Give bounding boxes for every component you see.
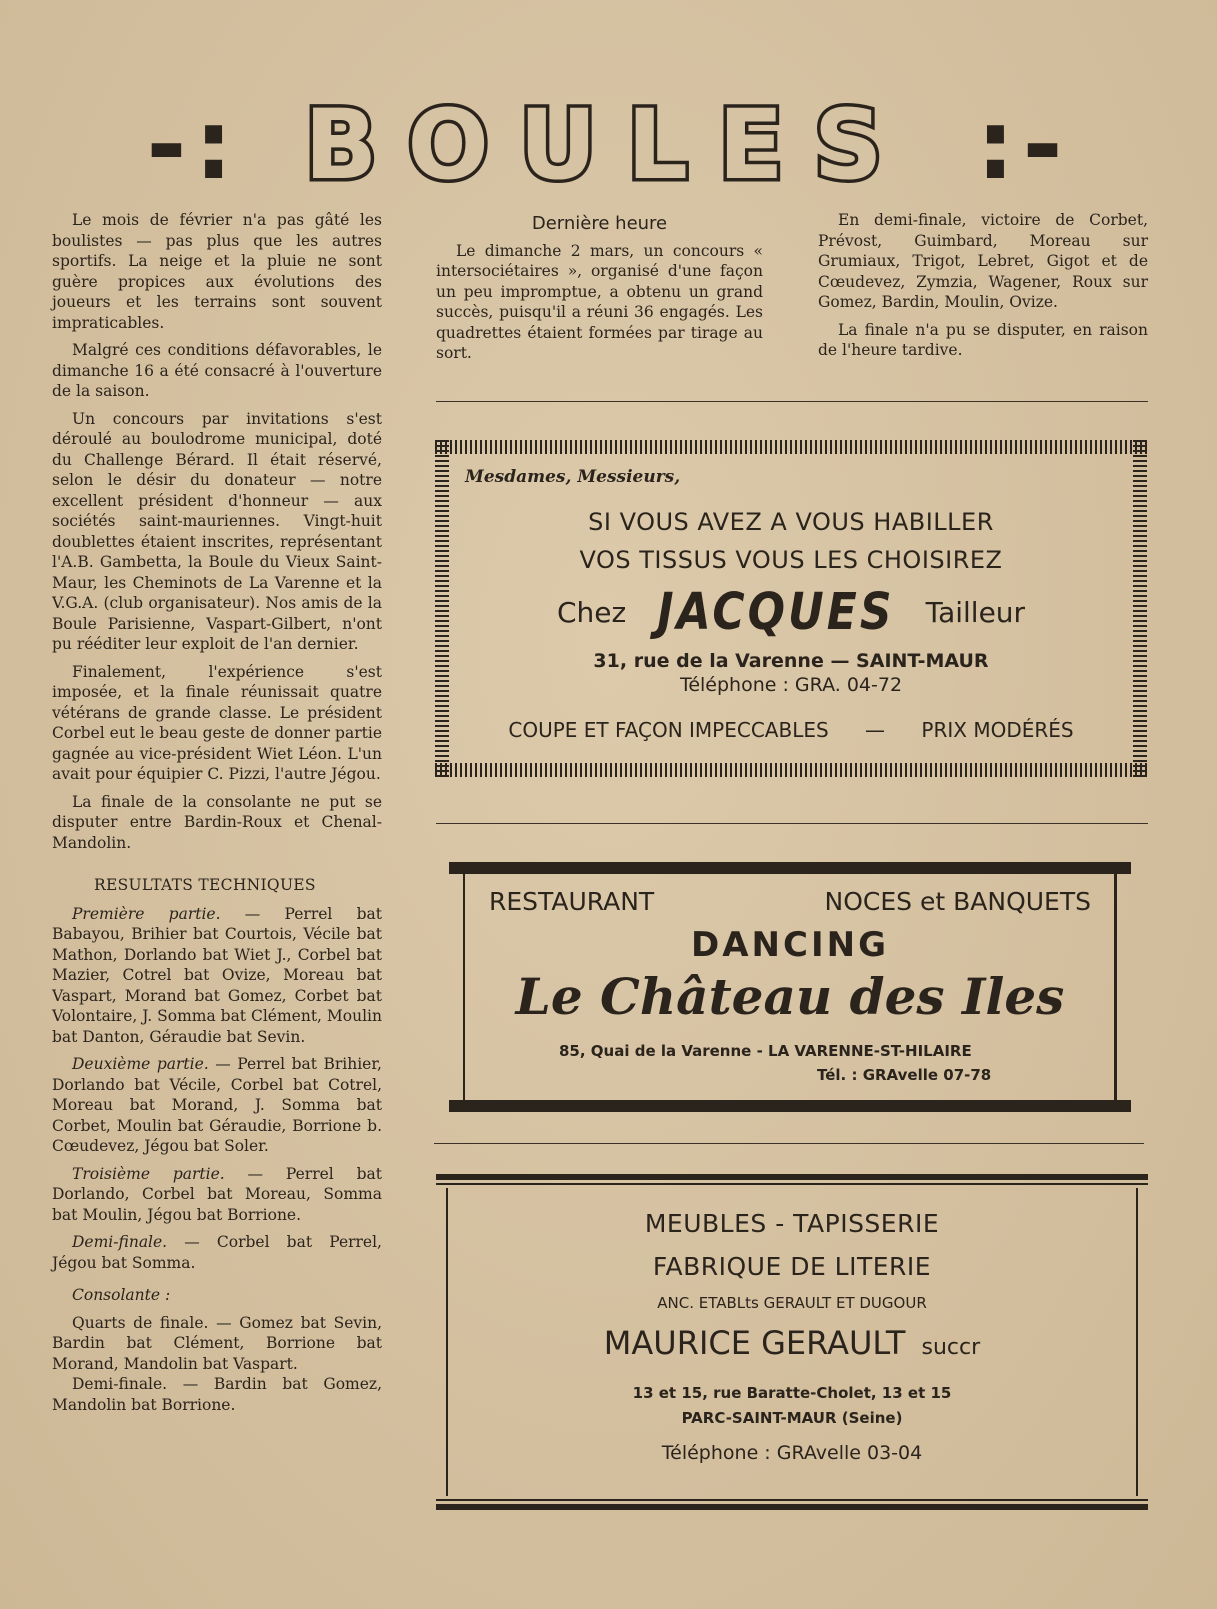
ad-meubles-gerault (436, 1174, 1148, 1510)
border-band (449, 1100, 1131, 1112)
ad-line: SI VOUS AVEZ A VOUS HABILLER (588, 508, 994, 536)
result-text: — Corbel bat Perrel, Jégou bat Somma. (52, 1233, 382, 1272)
result-text: — Perrel bat Dorlando, Corbel bat Moreau, Somma bat Moulin, Jégou bat Borrione. (52, 1164, 382, 1224)
divider (436, 401, 1148, 402)
ad-phone: Téléphone : GRA. 04-72 (679, 674, 903, 696)
result-label: Première partie. (72, 904, 221, 923)
ad-address: 31, rue de la Varenne — SAINT-MAUR (593, 650, 989, 672)
article-column-1 (52, 210, 382, 1422)
page-title (0, 89, 1217, 201)
ad-owner-succ: succr (921, 1335, 981, 1360)
divider (436, 823, 1148, 824)
paragraph: Malgré ces conditions défavorables, le dimanche 16 a été consacré à l'ouverture de la saison. (52, 341, 382, 400)
ad-brand-name: JACQUES (657, 583, 895, 642)
ad-line: ANC. ETABLts GERAULT ET DUGOUR (657, 1294, 927, 1312)
consolante-paragraph: Quarts de finale. — Gomez bat Sevin, Bardin bat Clément, Borrione bat Morand, Mandolin bat Vaspart. (52, 1313, 382, 1373)
consolante-label: Consolante : (72, 1286, 171, 1304)
border-band (436, 1499, 1148, 1501)
article-column-2 (436, 214, 763, 371)
ad-address: 13 et 15, rue Baratte-Cholet, 13 et 15 (632, 1384, 952, 1402)
paragraph: La finale n'a pu se disputer, en raison de l'heure tardive. (818, 320, 1148, 359)
border-band (449, 862, 1131, 874)
ad-address: 85, Quai de la Varenne - LA VARENNE-ST-HILAIRE (559, 1042, 972, 1060)
paragraph: Le dimanche 2 mars, un concours « intersociétaires », organisé d'une façon un peu impromptue, a obtenu un grand succès, puisqu'il a réuni 36 engagés. Les quadrettes étaient formées par tirage au sort. (436, 241, 763, 362)
ad-chez: Chez (556, 596, 627, 629)
result-paragraph (52, 904, 382, 1048)
ad-slogan-left: COUPE ET FAÇON IMPECCABLES (508, 718, 829, 742)
ad-owner-name: MAURICE GERAULT (603, 1324, 906, 1362)
ad-chateau-des-iles (449, 862, 1131, 1112)
ad-line: VOS TISSUS VOUS LES CHOISIREZ (579, 546, 1003, 574)
article-column-3 (818, 210, 1148, 368)
title-decor-left: -: (146, 89, 241, 201)
result-paragraph (52, 1164, 382, 1226)
ad-venue-name: Le Château des Iles (515, 967, 1065, 1026)
ad-line: MEUBLES - TAPISSERIE (644, 1209, 940, 1238)
border-band (436, 1504, 1148, 1510)
paragraph: Finalement, l'expérience s'est imposée, et la finale réunissait quatre vétérans de grande classe. Le président Corbel eut le beau geste de donner partie gagnée au vice-président Wiet Léon. L'un avait pour équipier C. Pizzi, l'autre Jégou. (52, 662, 382, 783)
paragraph: La finale de la consolante ne put se disputer entre Bardin-Roux et Chenal-Mandolin. (52, 792, 382, 852)
ad-line: FABRIQUE DE LITERIE (652, 1252, 932, 1281)
ad-greeting: Mesdames, Messieurs, (465, 467, 681, 487)
border-stripe (435, 763, 1147, 777)
title-decor-right: :- (976, 89, 1071, 201)
ad-noces: NOCES et BANQUETS (824, 887, 1091, 916)
ad-owner (436, 1324, 1148, 1362)
paragraph: En demi-finale, victoire de Corbet, Prévost, Guimbard, Moreau sur Grumiaux, Trigot, Lebret, Gigot et de Cœudevez, Zymzia, Wagener, Roux sur Gomez, Bardin, Moulin, Ovize. (818, 211, 1148, 311)
ad-phone: Tél. : GRAvelle 07-78 (817, 1066, 992, 1084)
divider (434, 1143, 1144, 1144)
border-band (436, 1174, 1148, 1180)
result-text: — Perrel bat Brihier, Dorlando bat Vécile, Corbel bat Cotrel, Moreau bat Morand, J. Somma bat Corbet, Moulin bat Géraudie, Borrione b. Cœudevez, Jégou bat Soler. (52, 1055, 382, 1155)
results-heading: RESULTATS TECHNIQUES (94, 876, 316, 894)
paragraph: Le mois de février n'a pas gâté les boulistes — pas plus que les autres sportifs. La neige et la pluie ne sont guère propices aux évolutions des joueurs et les terrains sont souvent impraticables. (52, 211, 382, 332)
result-text: — Perrel bat Babayou, Brihier bat Courtois, Vécile bat Mathon, Dorlando bat Wiet J., Corbel bat Mazier, Cotrel bat Ovize, Moreau bat Vaspart, Morand bat Gomez, Corbet bat Volontaire, J. Somma bat Clément, Moulin bat Danton, Géraudie bat Sevin. (52, 904, 382, 1046)
ad-phone: Téléphone : GRAvelle 03-04 (661, 1442, 923, 1464)
ad-trade: Tailleur (925, 596, 1026, 629)
ad-dancing: DANCING (691, 925, 889, 965)
paragraph: Un concours par invitations s'est déroulé au boulodrome municipal, doté du Challenge Bérard. Il était réservé, selon le désir du donateur — notre excellent président d'honneur — aux sociétés saint-mauriennes. Vingt-huit doublettes étaient inscrites, représentant l'A.B. Gambetta, la Boule du Vieux Saint-Maur, les Cheminots de La Varenne et la V.G.A. (club organisateur). Nos amis de la Boule Parisienne, Vaspart-Gilbert, n'ont pu rééditer leur exploit de l'an dernier. (52, 409, 382, 653)
ad-slogan (435, 718, 1147, 742)
ad-name-line (435, 583, 1147, 642)
result-paragraph (52, 1054, 382, 1157)
consolante-paragraph: Demi-finale. — Bardin bat Gomez, Mandolin bat Borrione. (52, 1375, 382, 1414)
border-stripe (435, 440, 1147, 454)
ad-jacques-tailleur (435, 440, 1147, 777)
result-label: Demi-finale. (72, 1233, 168, 1251)
result-label: Troisième partie. (72, 1164, 225, 1183)
ad-slogan-right: PRIX MODÉRÉS (921, 718, 1074, 742)
result-paragraph (52, 1232, 382, 1273)
border-band (436, 1183, 1148, 1185)
ad-slogan-dash: — (865, 718, 886, 742)
result-label: Deuxième partie. (72, 1055, 209, 1073)
title-word: BOULES (304, 89, 913, 201)
section-heading: Dernière heure (531, 213, 668, 234)
ad-restaurant: RESTAURANT (489, 887, 655, 916)
ad-city: PARC-SAINT-MAUR (Seine) (681, 1409, 903, 1427)
